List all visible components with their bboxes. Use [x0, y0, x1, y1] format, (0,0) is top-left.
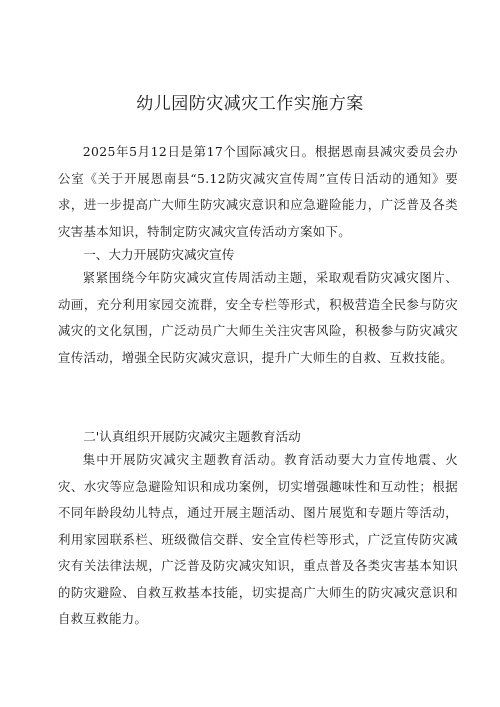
section-1-text: 紧紧围绕今年防灾减灾宣传周活动主题，采取观看防灾减灾图片、动画，充分利用家园交流群，安全专栏等形式，积极营造全民参与防灾减灾的文化氛围，广泛动员广大师生关注灾害风险，积极参与防灾减灾宣传活动，增强全民防灾减灾意识，提升广大师生的自救、互救技能。 [58, 270, 458, 365]
intro-text: 2025年5月12日是第17个国际减灾日。根据恩南县减灾委员会办公室《关于开展恩南县“5.12防灾减灾宣传周”宣传日活动的通知》要求，进一步提高广大师生防灾减灾意识和应急避险能力，广泛普及各类灾害基本知识，特制定防灾减灾宣传活动方案如下。 [58, 144, 458, 239]
document-title: 幼儿园防灾减灾工作实施方案 [136, 94, 364, 114]
section-2-heading: 二'认真组织开展防灾减灾主题教育活动 [83, 429, 301, 444]
section-1-paragraph [58, 265, 458, 371]
section-1-heading: 一、大力开展防灾减灾宣传 [83, 247, 235, 262]
section-2-text: 集中开展防灾减灾主题教育活动。教育活动要大力宣传地震、火灾、水灾等应急避险知识和成功案例，切实增强趣味性和互动性；根据不同年龄段幼儿特点，通过开展主题活动、图片展览和专题片等活动，利用家园联系栏、班级微信交群、安全宣传栏等形式，广泛宣传防灾减灾有关法律法规，广泛普及防灾减灾知识，重点普及各类灾害基本知识的防灾避险、自救互救基本技能，切实提高广大师生的防灾减灾意识和自救互救能力。 [58, 452, 458, 626]
intro-paragraph [58, 139, 458, 245]
section-2-paragraph [58, 447, 458, 633]
